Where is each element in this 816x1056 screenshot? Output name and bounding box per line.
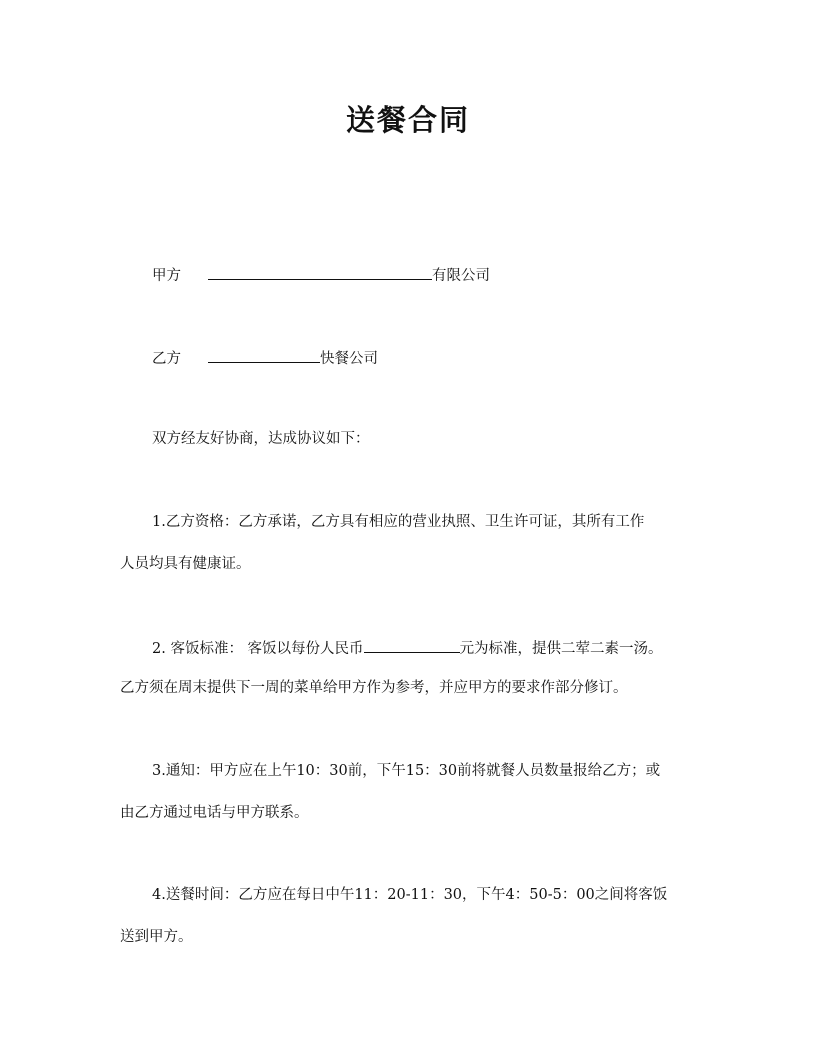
- party-a-name-blank: [208, 263, 432, 280]
- clause-2-line-1: [152, 636, 663, 659]
- clause-3-line-1: 3.通知：甲方应在上午10：30前，下午15：30前将就餐人员数量报给乙方；或: [152, 763, 661, 779]
- clause-3-line-2: 由乙方通过电话与甲方联系。: [120, 805, 309, 821]
- document-title: 送餐合同: [345, 103, 470, 137]
- party-a-suffix: 有限公司: [432, 268, 490, 284]
- party-b-name-blank: [208, 346, 320, 363]
- clause-1-line-2: 人员均具有健康证。: [120, 556, 251, 572]
- party-a-line: [152, 263, 490, 286]
- clause-4-line-1: 4.送餐时间：乙方应在每日中午11：20-11：30，下午4：50-5：00之间将客饭: [152, 887, 668, 903]
- intro-text: 双方经友好协商，达成协议如下：: [152, 431, 370, 447]
- party-b-line: [152, 346, 378, 369]
- party-a-label: 甲方: [152, 268, 181, 284]
- clause-2-line-1-post: 元为标准，提供二荤二素一汤。: [459, 641, 663, 657]
- party-b-suffix: 快餐公司: [320, 351, 378, 367]
- party-b-label: 乙方: [152, 351, 181, 367]
- meal-price-blank: [364, 636, 460, 653]
- clause-2-line-2: 乙方须在周末提供下一周的菜单给甲方作为参考，并应甲方的要求作部分修订。: [120, 680, 628, 696]
- clause-1-line-1: 1.乙方资格：乙方承诺，乙方具有相应的营业执照、卫生许可证，其所有工作: [152, 514, 645, 530]
- clause-4-line-2: 送到甲方。: [120, 929, 193, 945]
- clause-2-line-1-pre: 2. 客饭标准： 客饭以每份人民币: [152, 641, 364, 657]
